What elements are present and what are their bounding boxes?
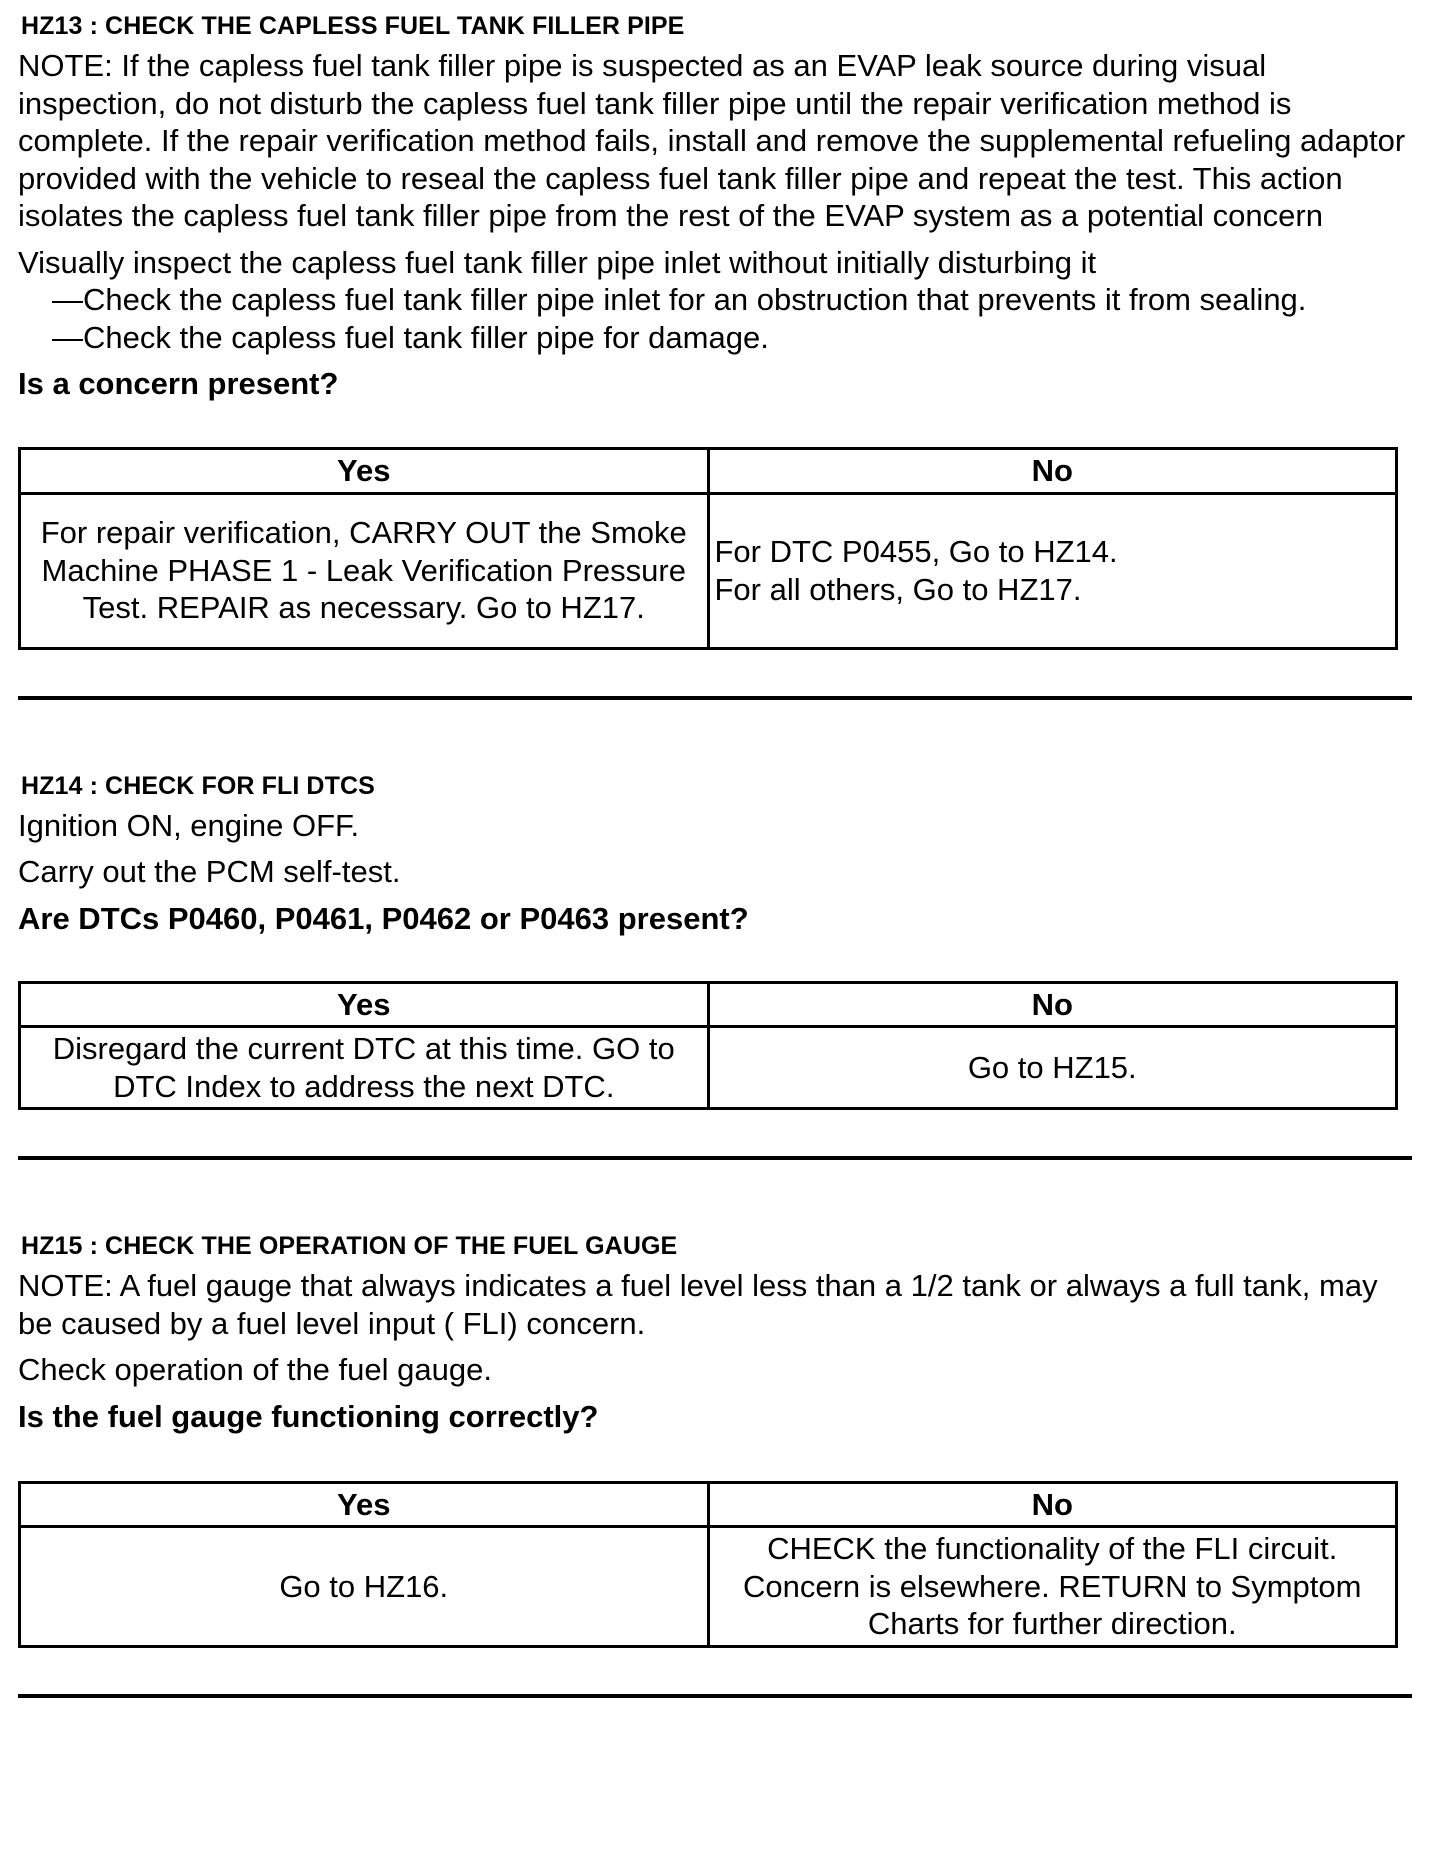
document-page [18, 12, 1420, 1698]
section-divider [18, 1156, 1412, 1160]
no-cell-line: For DTC P0455, Go to HZ14. [714, 534, 1118, 569]
instruction-paragraph: Carry out the PCM self-test. [18, 854, 401, 889]
no-cell: Go to HZ15. [708, 1027, 1397, 1109]
question: Is the fuel gauge functioning correctly? [18, 1398, 599, 1434]
no-cell [708, 493, 1397, 648]
note-paragraph: NOTE: If the capless fuel tank filler pipe is suspected as an EVAP leak source during visual inspection, do not disturb the capless fuel tank filler pipe until the repair verification method is complete. If the repair verification method fails, install and remove the supplemental refueling adaptor provided with the vehicle to reseal the capless fuel tank filler pipe and repeat the test. This action isolates the capless fuel tank filler pipe from the rest of the EVAP system as a potential concern [18, 48, 1406, 233]
step-hz15 [18, 1232, 1420, 1698]
step-hz13 [18, 12, 1420, 700]
question: Are DTCs P0460, P0461, P0462 or P0463 present? [18, 900, 749, 936]
instruction-paragraph: Visually inspect the capless fuel tank filler pipe inlet without initially disturbing it [18, 244, 1097, 280]
no-cell-line: For all others, Go to HZ17. [714, 571, 1082, 607]
yes-header: Yes [20, 1482, 709, 1527]
bullet-item: —Check the capless fuel tank filler pipe for damage. [52, 319, 769, 355]
note-paragraph: NOTE: A fuel gauge that always indicates a fuel level less than a 1/2 tank or always a full tank, may be caused by a fuel level input ( FLI) concern. [18, 1268, 1378, 1341]
step-hz14 [18, 772, 1420, 1161]
yes-no-table [18, 1481, 1398, 1648]
step-title: HZ14 : CHECK FOR FLI DTCS [21, 771, 375, 800]
section-divider [18, 696, 1412, 700]
instruction-paragraph: Check operation of the fuel gauge. [18, 1352, 492, 1387]
instruction-paragraph: Ignition ON, engine OFF. [18, 807, 360, 843]
no-cell: CHECK the functionality of the FLI circuit. Concern is elsewhere. RETURN to Symptom Charts for further direction. [708, 1527, 1397, 1647]
step-title: HZ15 : CHECK THE OPERATION OF THE FUEL GAUGE [21, 1232, 678, 1260]
yes-header: Yes [20, 982, 709, 1027]
yes-header: Yes [20, 449, 709, 494]
step-title: HZ13 : CHECK THE CAPLESS FUEL TANK FILLER PIPE [21, 12, 685, 40]
yes-cell: Go to HZ16. [20, 1527, 709, 1647]
no-header: No [708, 1482, 1397, 1527]
no-header: No [708, 982, 1397, 1027]
question: Is a concern present? [18, 366, 339, 401]
yes-cell: Disregard the current DTC at this time. GO to DTC Index to address the next DTC. [20, 1027, 709, 1109]
section-divider [18, 1694, 1412, 1698]
bullet-item: —Check the capless fuel tank filler pipe inlet for an obstruction that prevents it from sealing. [52, 282, 1307, 317]
yes-cell: For repair verification, CARRY OUT the Smoke Machine PHASE 1 - Leak Verification Pressure Test. REPAIR as necessary. Go to HZ17. [20, 493, 709, 648]
yes-no-table [18, 981, 1398, 1111]
no-header: No [708, 449, 1397, 494]
yes-no-table [18, 447, 1398, 650]
